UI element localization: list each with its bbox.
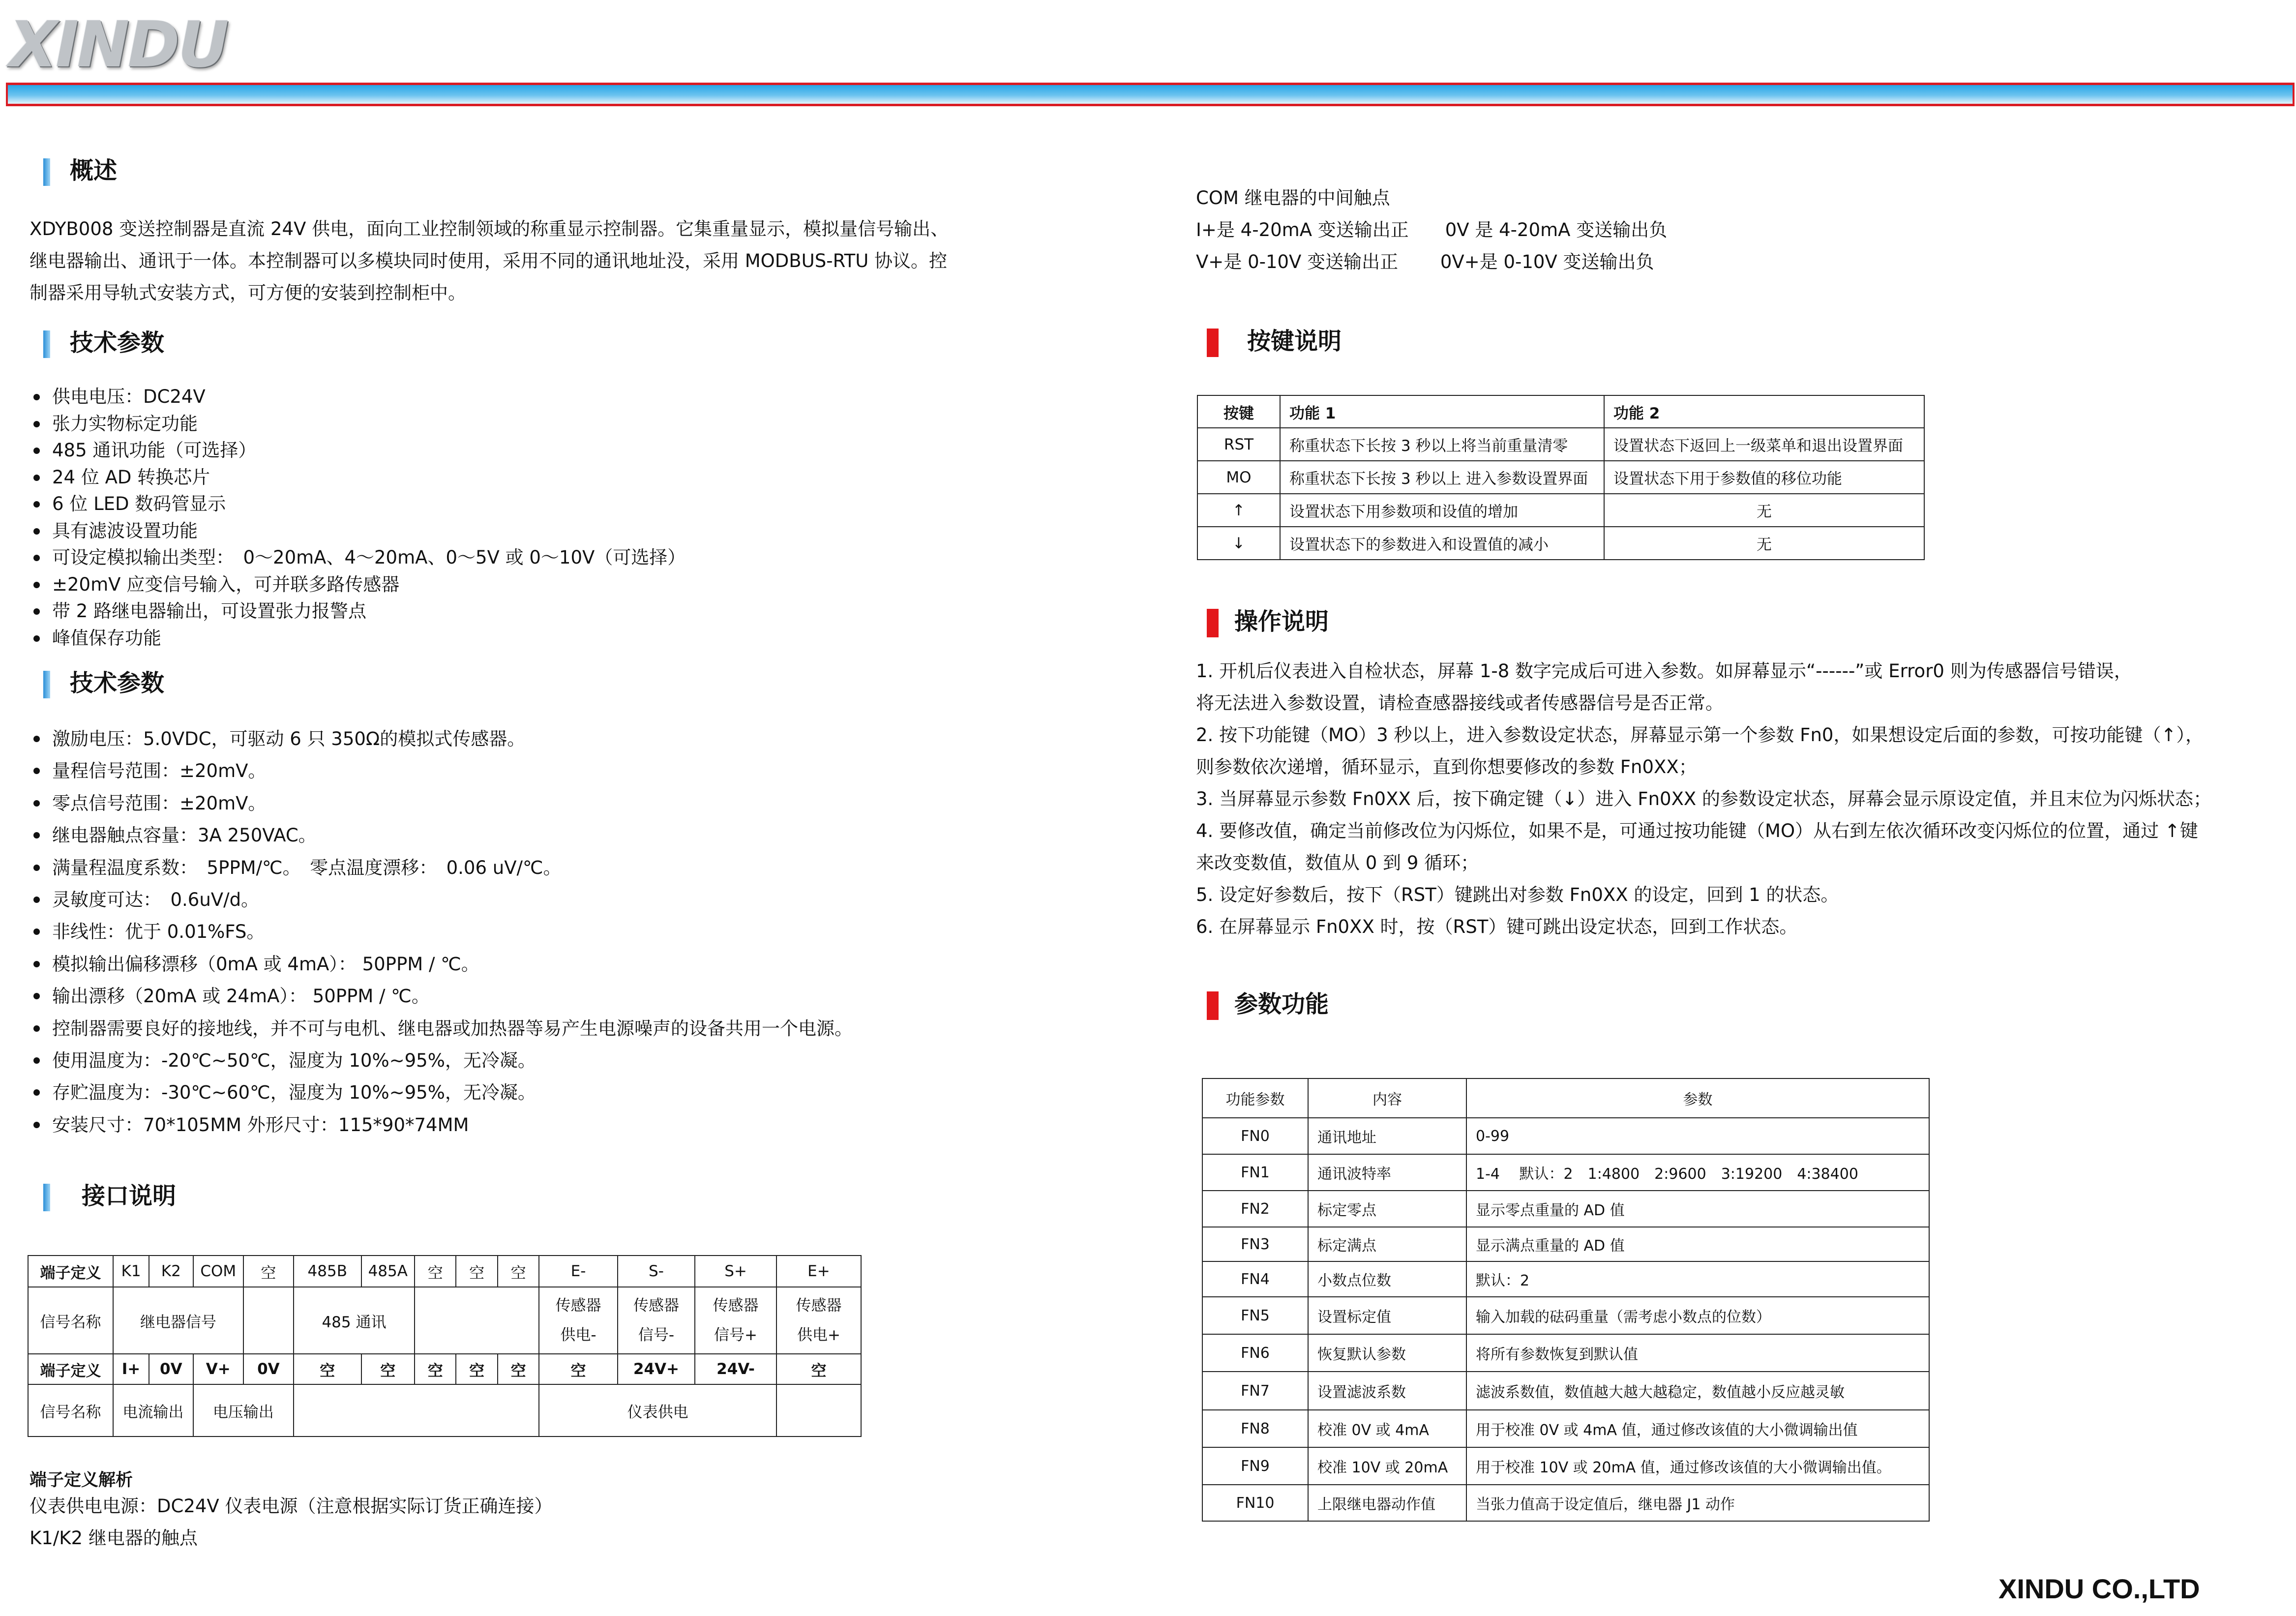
table-cell: 空 xyxy=(361,1354,415,1384)
list-item: 模拟输出偏移漂移（0mA 或 4mA）： 50PPM / ℃。 xyxy=(30,948,853,980)
table-row xyxy=(1202,1191,1929,1227)
cell-line: 传感器 xyxy=(555,1297,601,1315)
table-cell: K1 xyxy=(113,1256,149,1287)
table-cell xyxy=(776,1384,861,1436)
table-cell xyxy=(695,1287,776,1354)
table-cell: S+ xyxy=(695,1256,776,1287)
table-cell: 电流输出 xyxy=(113,1384,193,1436)
tech-params-title-2: 技术参数 xyxy=(70,669,165,697)
tech-params-title: 技术参数 xyxy=(70,329,165,357)
table-cell: 0V xyxy=(243,1354,294,1384)
table-cell: 信号名称 xyxy=(28,1384,113,1436)
table-cell xyxy=(243,1287,294,1354)
table-cell: 无 xyxy=(1604,527,1924,560)
brand-logo: XINDU xyxy=(9,8,227,82)
list-item: 控制器需要良好的接地线，并不可与电机、继电器或加热器等易产生电源噪声的设备共用一个电源。 xyxy=(30,1013,853,1045)
note-line: V+是 0-10V 变送输出正 0V+是 0-10V 变送输出负 xyxy=(1196,251,1654,272)
table-cell: 仪表供电 xyxy=(539,1384,776,1436)
tech-specs-list xyxy=(30,723,853,1141)
section-marker-icon xyxy=(1207,609,1219,637)
tech-params-list xyxy=(30,384,686,652)
operation-line: 2. 按下功能键（MO）3 秒以上，进入参数设定状态，屏幕显示第一个参数 Fn0，如果想设定后面的参数，可按功能键（↑）， xyxy=(1196,724,2204,746)
table-cell: 空 xyxy=(776,1354,861,1384)
section-marker-icon xyxy=(1207,329,1219,357)
table-cell: ↓ xyxy=(1197,527,1280,560)
cell-line: 传感器 xyxy=(713,1297,759,1315)
section-marker-icon xyxy=(43,330,50,358)
list-item: 峰值保存功能 xyxy=(30,625,686,652)
table-cell: 将所有参数恢复到默认值 xyxy=(1466,1334,1929,1372)
table-row xyxy=(1202,1261,1929,1297)
table-cell: MO xyxy=(1197,461,1280,494)
list-item: 具有滤波设置功能 xyxy=(30,518,686,545)
table-cell: FN2 xyxy=(1202,1191,1308,1227)
table-cell: 通讯地址 xyxy=(1308,1118,1466,1154)
table-cell: 端子定义 xyxy=(28,1256,113,1287)
table-cell: 24V- xyxy=(695,1354,776,1384)
params-title: 参数功能 xyxy=(1234,990,1329,1018)
table-row xyxy=(1202,1334,1929,1372)
table-cell xyxy=(294,1384,539,1436)
list-item: 安装尺寸：70*105MM 外形尺寸：115*90*74MM xyxy=(30,1109,853,1141)
overview-line: 制器采用导轨式安装方式，可方便的安装到控制柜中。 xyxy=(30,282,466,303)
table-cell: 小数点位数 xyxy=(1308,1261,1466,1297)
table-cell: 空 xyxy=(415,1354,456,1384)
list-item: 带 2 路继电器输出，可设置张力报警点 xyxy=(30,598,686,625)
list-item: 输出漂移（20mA 或 24mA）： 50PPM / ℃。 xyxy=(30,980,853,1012)
operation-line: 则参数依次递增，循环显示，直到你想要修改的参数 Fn0XX； xyxy=(1196,756,1697,778)
cell-line: 传感器 xyxy=(796,1297,842,1315)
table-row xyxy=(1202,1485,1929,1521)
analysis-line: 仪表供电电源：DC24V 仪表电源（注意根据实际订货正确连接） xyxy=(30,1496,553,1517)
list-item: 零点信号范围：±20mV。 xyxy=(30,787,853,819)
analysis-line: K1/K2 继电器的触点 xyxy=(30,1527,198,1549)
table-cell: 默认：2 xyxy=(1466,1261,1929,1297)
table-cell: 空 xyxy=(456,1256,497,1287)
table-cell: 485 通讯 xyxy=(294,1287,415,1354)
table-cell xyxy=(415,1287,539,1354)
table-cell: 当张力值高于设定值后，继电器 J1 动作 xyxy=(1466,1485,1929,1521)
operation-line: 4. 要修改值，确定当前修改位为闪烁位，如果不是，可通过按功能键（MO）从右到左依次循环改变闪烁位的位置，通过 ↑键 xyxy=(1196,820,2198,841)
terminal-analysis-text xyxy=(30,1490,552,1554)
table-row xyxy=(28,1287,861,1354)
cell-line: 信号- xyxy=(638,1326,675,1344)
table-cell: 上限继电器动作值 xyxy=(1308,1485,1466,1521)
table-cell: 设置状态下用于参数值的移位功能 xyxy=(1604,461,1924,494)
operation-title: 操作说明 xyxy=(1234,608,1329,635)
table-cell: 空 xyxy=(415,1256,456,1287)
table-cell: 设置状态下的参数进入和设置值的减小 xyxy=(1280,527,1604,560)
header-banner xyxy=(6,83,2295,106)
keys-title: 按键说明 xyxy=(1247,328,1342,355)
table-cell: FN9 xyxy=(1202,1447,1308,1485)
list-item: 继电器触点容量：3A 250VAC。 xyxy=(30,819,853,851)
table-row xyxy=(1202,1410,1929,1447)
table-row xyxy=(1202,1078,1929,1118)
table-cell xyxy=(539,1287,617,1354)
table-row xyxy=(28,1256,861,1287)
overview-text xyxy=(30,213,949,309)
operation-line: 3. 当屏幕显示参数 Fn0XX 后，按下确定键（↓）进入 Fn0XX 的参数设定状态，屏幕会显示原设定值，并且末位为闪烁状态； xyxy=(1196,788,2212,809)
list-item: 使用温度为：-20℃~50℃，湿度为 10%~95%，无冷凝。 xyxy=(30,1045,853,1077)
list-item: 可设定模拟输出类型： 0～20mA、4～20mA、0～5V 或 0～10V（可选择） xyxy=(30,544,686,571)
list-item: 满量程温度系数： 5PPM/℃。 零点温度漂移： 0.06 uV/℃。 xyxy=(30,852,853,884)
note-line: COM 继电器的中间触点 xyxy=(1196,187,1390,209)
overview-line: XDYB008 变送控制器是直流 24V 供电，面向工业控制领域的称重显示控制器。它集重量显示，模拟量信号输出、 xyxy=(30,218,949,239)
table-cell: RST xyxy=(1197,428,1280,461)
table-row xyxy=(1197,494,1924,527)
table-cell: V+ xyxy=(193,1354,243,1384)
list-item: 非线性：优于 0.01%FS。 xyxy=(30,916,853,948)
table-cell: 显示满点重量的 AD 值 xyxy=(1466,1227,1929,1261)
table-cell xyxy=(776,1287,861,1354)
operation-line: 来改变数值，数值从 0 到 9 循环； xyxy=(1196,852,1479,873)
cell-line: 传感器 xyxy=(633,1297,679,1315)
terminal-analysis-title: 端子定义解析 xyxy=(30,1470,133,1490)
overview-line: 继电器输出、通讯于一体。本控制器可以多模块同时使用，采用不同的通讯地址没，采用 MODBUS-RTU 协议。控 xyxy=(30,250,948,271)
table-cell: 空 xyxy=(498,1256,539,1287)
table-row xyxy=(1197,527,1924,560)
table-cell: K2 xyxy=(149,1256,193,1287)
table-cell: 滤波系数值，数值越大越大越稳定，数值越小反应越灵敏 xyxy=(1466,1372,1929,1410)
table-cell: 用于校准 0V 或 4mA 值，通过修改该值的大小微调输出值 xyxy=(1466,1410,1929,1447)
note-line: I+是 4-20mA 变送输出正 0V 是 4-20mA 变送输出负 xyxy=(1196,219,1668,240)
table-cell: FN1 xyxy=(1202,1154,1308,1191)
cell-line: 信号+ xyxy=(714,1326,758,1344)
table-cell: 设置状态下返回上一级菜单和退出设置界面 xyxy=(1604,428,1924,461)
table-row xyxy=(1202,1372,1929,1410)
table-cell: 通讯波特率 xyxy=(1308,1154,1466,1191)
list-item: 张力实物标定功能 xyxy=(30,411,686,438)
table-cell: FN5 xyxy=(1202,1297,1308,1334)
table-cell: 无 xyxy=(1604,494,1924,527)
table-cell: FN8 xyxy=(1202,1410,1308,1447)
table-cell: 空 xyxy=(456,1354,497,1384)
table-cell: E- xyxy=(539,1256,617,1287)
table-header: 参数 xyxy=(1466,1078,1929,1118)
table-cell: I+ xyxy=(113,1354,149,1384)
table-cell: 设置状态下用参数项和设值的增加 xyxy=(1280,494,1604,527)
table-cell: 标定满点 xyxy=(1308,1227,1466,1261)
table-cell: 空 xyxy=(498,1354,539,1384)
table-cell: 称重状态下长按 3 秒以上将当前重量清零 xyxy=(1280,428,1604,461)
interface-title: 接口说明 xyxy=(82,1182,177,1210)
list-item: 灵敏度可达： 0.6uV/d。 xyxy=(30,884,853,916)
table-cell: 端子定义 xyxy=(28,1354,113,1384)
table-cell: 设置标定值 xyxy=(1308,1297,1466,1334)
table-cell: 0-99 xyxy=(1466,1118,1929,1154)
table-cell: COM xyxy=(193,1256,243,1287)
table-header: 功能 2 xyxy=(1604,395,1924,428)
relay-notes xyxy=(1196,182,1667,278)
section-marker-icon xyxy=(43,158,50,186)
table-cell: 称重状态下长按 3 秒以上 进入参数设置界面 xyxy=(1280,461,1604,494)
cell-line: 供电+ xyxy=(797,1326,840,1344)
table-cell: S- xyxy=(618,1256,695,1287)
table-row xyxy=(1202,1154,1929,1191)
table-cell: FN0 xyxy=(1202,1118,1308,1154)
table-row xyxy=(1202,1447,1929,1485)
section-marker-icon xyxy=(43,1184,50,1211)
table-cell: 继电器信号 xyxy=(113,1287,243,1354)
table-cell: 校准 10V 或 20mA xyxy=(1308,1447,1466,1485)
table-row xyxy=(28,1354,861,1384)
list-item: 24 位 AD 转换芯片 xyxy=(30,464,686,491)
terminal-table xyxy=(28,1255,862,1437)
operation-line: 1. 开机后仪表进入自检状态，屏幕 1-8 数字完成后可进入参数。如屏幕显示“------”或 Error0 则为传感器信号错误， xyxy=(1196,660,2132,682)
table-cell: 信号名称 xyxy=(28,1287,113,1354)
operation-text xyxy=(1196,655,2211,943)
table-cell: 恢复默认参数 xyxy=(1308,1334,1466,1372)
table-header: 功能 1 xyxy=(1280,395,1604,428)
table-cell: 校准 0V 或 4mA xyxy=(1308,1410,1466,1447)
operation-line: 5. 设定好参数后，按下（RST）键跳出对参数 Fn0XX 的设定，回到 1 的状态。 xyxy=(1196,884,1839,905)
list-item: 激励电压：5.0VDC，可驱动 6 只 350Ω的模拟式传感器。 xyxy=(30,723,853,755)
table-row xyxy=(1197,428,1924,461)
table-header: 功能参数 xyxy=(1202,1078,1308,1118)
section-marker-icon xyxy=(1207,991,1219,1020)
list-item: 量程信号范围：±20mV。 xyxy=(30,755,853,787)
params-table xyxy=(1202,1078,1930,1522)
table-cell: 485A xyxy=(361,1256,415,1287)
list-item: ±20mV 应变信号输入，可并联多路传感器 xyxy=(30,571,686,599)
table-row xyxy=(1202,1118,1929,1154)
list-item: 供电电压：DC24V xyxy=(30,384,686,411)
overview-title: 概述 xyxy=(70,157,118,184)
operation-line: 将无法进入参数设置，请检查感器接线或者传感器信号是否正常。 xyxy=(1196,692,1724,714)
table-cell: 标定零点 xyxy=(1308,1191,1466,1227)
table-row xyxy=(28,1384,861,1436)
table-cell: 空 xyxy=(243,1256,294,1287)
list-item: 存贮温度为：-30℃~60℃，湿度为 10%~95%，无冷凝。 xyxy=(30,1077,853,1108)
table-cell: 显示零点重量的 AD 值 xyxy=(1466,1191,1929,1227)
table-header: 内容 xyxy=(1308,1078,1466,1118)
table-cell: 0V xyxy=(149,1354,193,1384)
table-row xyxy=(1197,461,1924,494)
table-row xyxy=(1202,1227,1929,1261)
table-cell: 空 xyxy=(294,1354,361,1384)
table-cell: 空 xyxy=(539,1354,617,1384)
section-marker-icon xyxy=(43,671,50,698)
table-cell: FN6 xyxy=(1202,1334,1308,1372)
table-header: 按键 xyxy=(1197,395,1280,428)
table-row xyxy=(1197,395,1924,428)
table-cell: FN4 xyxy=(1202,1261,1308,1297)
operation-line: 6. 在屏幕显示 Fn0XX 时，按（RST）键可跳出设定状态，回到工作状态。 xyxy=(1196,916,1798,937)
table-cell: FN3 xyxy=(1202,1227,1308,1261)
table-cell: ↑ xyxy=(1197,494,1280,527)
keys-table xyxy=(1197,395,1925,560)
table-cell: 电压输出 xyxy=(193,1384,294,1436)
table-cell: FN10 xyxy=(1202,1485,1308,1521)
table-cell: 1-4 默认：2 1:4800 2:9600 3:19200 4:38400 xyxy=(1466,1154,1929,1191)
table-row xyxy=(1202,1297,1929,1334)
cell-line: 供电- xyxy=(560,1326,596,1344)
table-cell xyxy=(618,1287,695,1354)
list-item: 6 位 LED 数码管显示 xyxy=(30,491,686,518)
table-cell: 输入加载的砝码重量（需考虑小数点的位数） xyxy=(1466,1297,1929,1334)
table-cell: 用于校准 10V 或 20mA 值，通过修改该值的大小微调输出值。 xyxy=(1466,1447,1929,1485)
list-item: 485 通讯功能（可选择） xyxy=(30,437,686,464)
company-name: XINDU CO.,LTD xyxy=(1998,1573,2200,1604)
table-cell: 设置滤波系数 xyxy=(1308,1372,1466,1410)
table-cell: 24V+ xyxy=(618,1354,695,1384)
table-cell: 485B xyxy=(294,1256,361,1287)
table-cell: E+ xyxy=(776,1256,861,1287)
table-cell: FN7 xyxy=(1202,1372,1308,1410)
